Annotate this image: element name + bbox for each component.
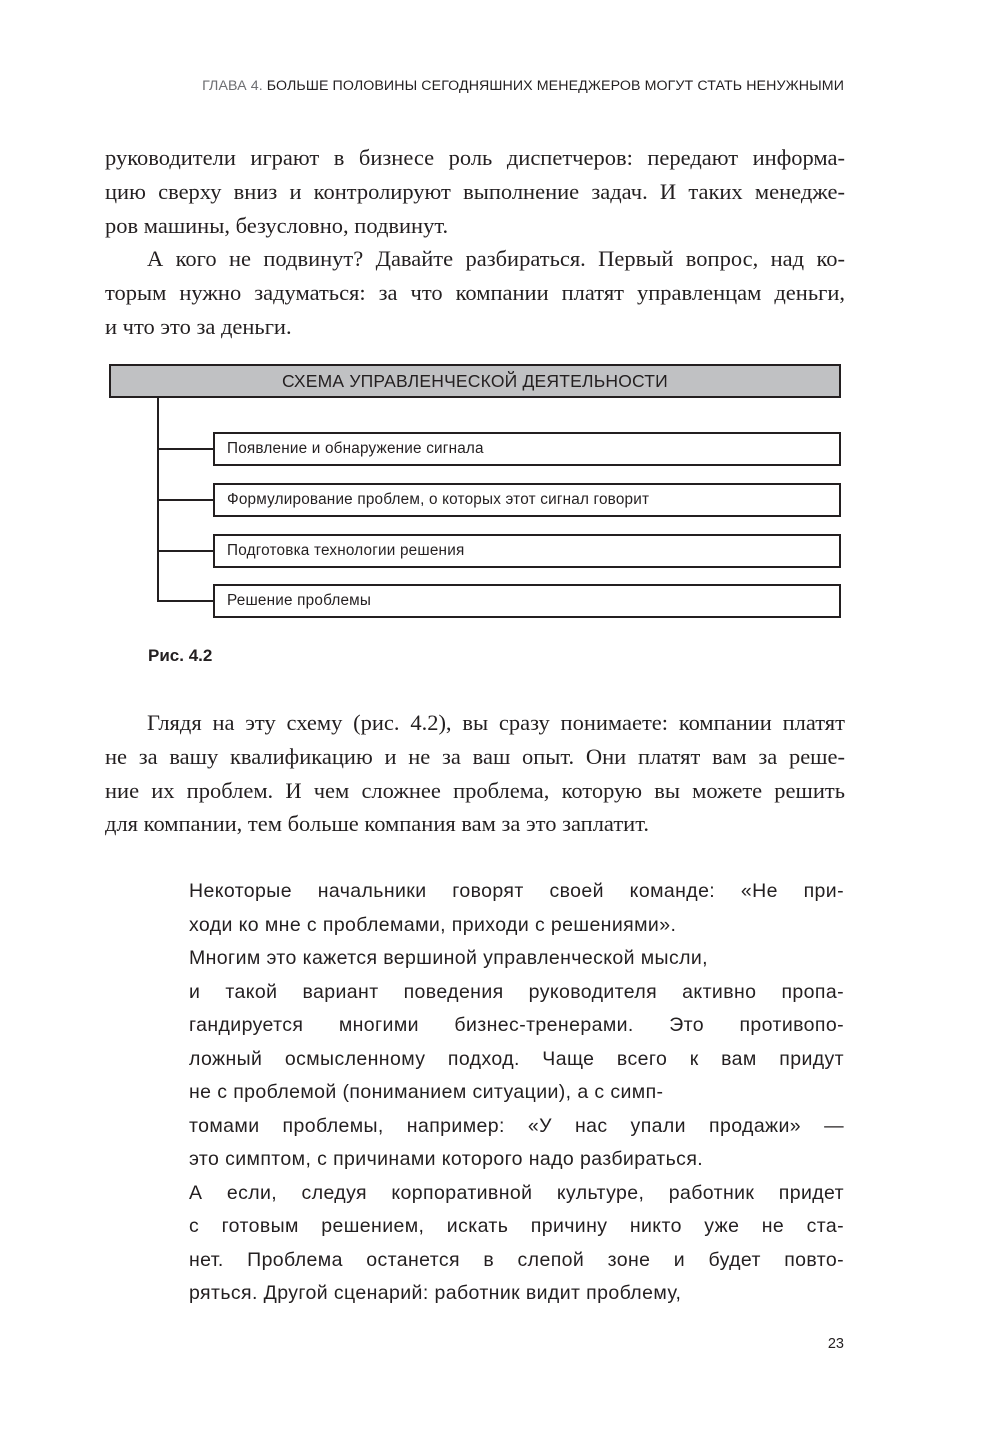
diagram-step: Подготовка технологии решения <box>213 534 841 568</box>
text-line: ние их проблем. И чем сложнее проблема, которую вы можете решить <box>105 777 845 803</box>
diagram-step: Решение проблемы <box>213 584 841 618</box>
text-line: это симптом, с причинами которого надо разбираться. <box>189 1148 704 1170</box>
text-line: томами проблемы, например: «У нас упали продажи» — <box>189 1114 844 1137</box>
text-line: цию сверху вниз и контролируют выполнение задач. И таких менедже- <box>105 178 845 204</box>
text-line: и такой вариант поведения руководителя активно пропа- <box>189 980 844 1003</box>
text-line: Многим это кажется вершиной управленческой мысли, <box>189 947 708 969</box>
quote-block <box>189 875 844 1311</box>
diagram-connector <box>157 550 214 552</box>
diagram-connector <box>157 448 214 450</box>
text-line: ряться. Другой сценарий: работник видит проблему, <box>189 1282 682 1304</box>
text-line: не с проблемой (пониманием ситуации), а с симп- <box>189 1081 664 1103</box>
diagram-step: Появление и обнаружение сигнала <box>213 432 841 466</box>
diagram-connector <box>157 499 214 501</box>
figure-caption: Рис. 4.2 <box>148 646 213 665</box>
diagram-connector <box>157 600 214 602</box>
text-line: и что это за деньги. <box>105 313 292 339</box>
text-line: А если, следуя корпоративной культуре, работник придет <box>189 1181 844 1204</box>
page-number: 23 <box>827 1336 844 1352</box>
text-line: ходи ко мне с проблемами, приходи с решениями». <box>189 913 677 936</box>
text-line: с готовым решением, искать причину никто уже не ста- <box>189 1215 844 1237</box>
diagram-step: Формулирование проблем, о которых этот сигнал говорит <box>213 483 841 517</box>
text-line: торым нужно задуматься: за что компании платят управленцам деньги, <box>105 280 845 306</box>
text-line: гандируется многими бизнес-тренерами. Это противопо- <box>189 1014 844 1036</box>
text-line: А кого не подвинут? Давайте разбираться. Первый вопрос, над ко- <box>147 246 845 272</box>
running-head <box>100 78 844 94</box>
intro-paragraphs <box>105 141 845 344</box>
text-line: Некоторые начальники говорят своей команде: «Не при- <box>189 880 844 902</box>
text-line: для компании, тем больше компания вам за это заплатит. <box>105 811 649 837</box>
diagram-title: СХЕМА УПРАВЛЕНЧЕСКОЙ ДЕЯТЕЛЬНОСТИ <box>109 364 841 398</box>
chapter-title: БОЛЬШЕ ПОЛОВИНЫ СЕГОДНЯШНИХ МЕНЕДЖЕРОВ МОГУТ СТАТЬ НЕНУЖНЫМИ <box>266 78 844 94</box>
text-line: руководители играют в бизнесе роль диспетчеров: передают информа- <box>105 145 845 170</box>
text-line: ложный осмысленному подход. Чаще всего к вам придут <box>189 1047 844 1070</box>
body-paragraph <box>105 706 845 841</box>
text-line: Глядя на эту схему (рис. 4.2), вы сразу понимаете: компании платят <box>147 710 845 735</box>
chapter-label: ГЛАВА 4. <box>202 78 263 94</box>
text-line: ров машины, безусловно, подвинут. <box>105 212 449 238</box>
text-line: не за вашу квалификацию и не за ваш опыт. Они платят вам за реше- <box>105 743 845 769</box>
text-line: нет. Проблема останется в слепой зоне и будет повто- <box>189 1248 844 1271</box>
